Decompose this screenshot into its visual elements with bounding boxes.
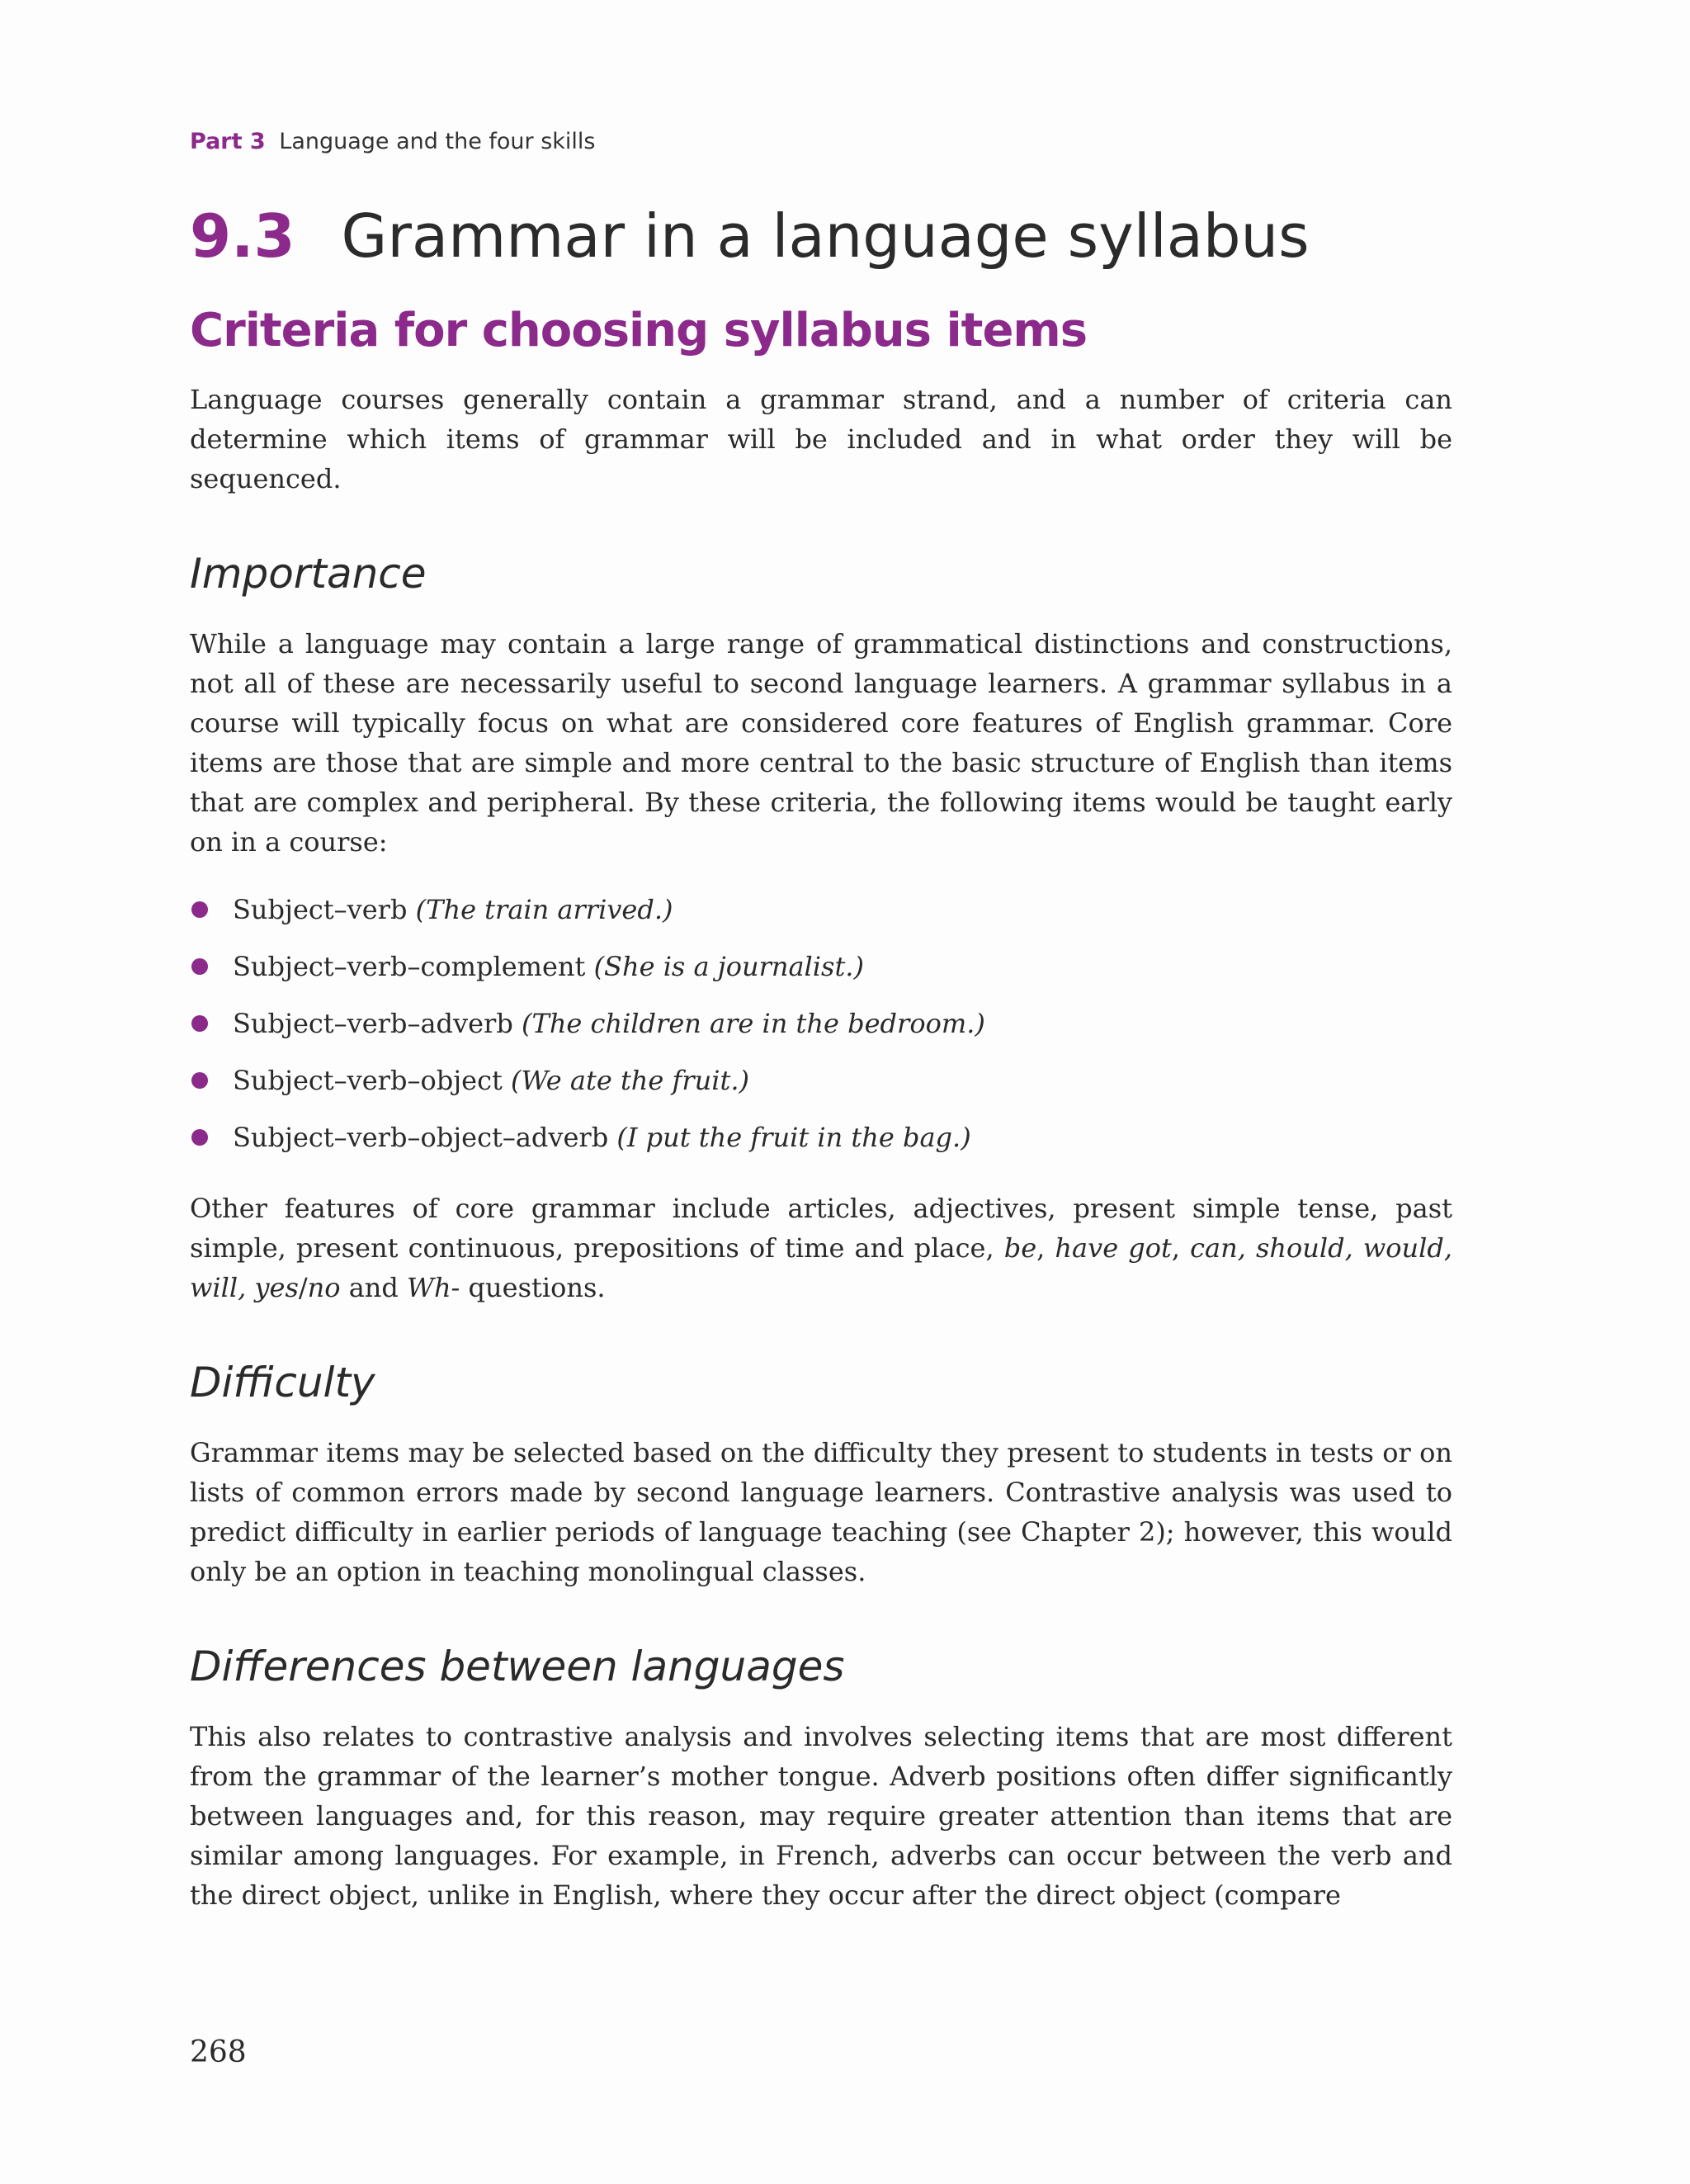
- pattern-example: (I put the fruit in the bag.): [616, 1122, 971, 1153]
- section-title: [190, 201, 1310, 271]
- separator: /: [298, 1272, 308, 1303]
- core-grammar-tail: questions.: [460, 1272, 606, 1303]
- sentence-pattern-list: [190, 890, 985, 1175]
- bullet-dot-icon: [191, 901, 208, 918]
- core-grammar-paragraph: [190, 1189, 1452, 1307]
- pattern-example: (She is a journalist.): [593, 951, 864, 982]
- term-have-got: have got: [1055, 1232, 1172, 1264]
- separator: ,: [1171, 1232, 1191, 1264]
- pattern-label: Subject–verb–adverb: [233, 1008, 513, 1039]
- running-head-title: Language and the four skills: [279, 129, 596, 154]
- bullet-dot-icon: [191, 1129, 208, 1146]
- bullet-dot-icon: [191, 1015, 208, 1032]
- term-modals: can, should, would, will, yes: [190, 1232, 1453, 1303]
- page-number: 268: [190, 2035, 247, 2069]
- bullet-dot-icon: [191, 958, 208, 975]
- section-subtitle: Criteria for choosing syllabus items: [190, 304, 1088, 357]
- term-be: be: [1003, 1232, 1037, 1264]
- pattern-example: (We ate the fruit.): [511, 1065, 750, 1096]
- pattern-label: Subject–verb–object–adverb: [233, 1122, 609, 1153]
- heading-importance: Importance: [190, 550, 427, 598]
- section-title-text: Grammar in a language syllabus: [341, 201, 1310, 271]
- differences-paragraph: This also relates to contrastive analysis and involves selecting items that are most different from the grammar of the learner’s mother tongue. Adverb positions often differ significantly between languages and, for this reason, may require greater attention than items that are similar among languages. For example, in French, adverbs can occur between the verb and the direct object, unlike in English, where they occur after the direct object (compare: [190, 1721, 1452, 1911]
- term-wh: Wh-: [407, 1272, 460, 1303]
- list-item: [190, 947, 985, 1004]
- intro-paragraph: Language courses generally contain a grammar strand, and a number of criteria can determine which items of grammar will be included and in what order they will be sequenced.: [190, 384, 1452, 494]
- term-no: no: [307, 1272, 341, 1303]
- running-head-part: Part 3: [190, 129, 266, 154]
- pattern-label: Subject–verb: [233, 894, 408, 925]
- separator: and: [340, 1272, 408, 1303]
- list-item: [190, 1061, 985, 1118]
- pattern-label: Subject–verb–complement: [233, 951, 586, 982]
- heading-difficulty: Difficulty: [190, 1359, 375, 1406]
- difficulty-paragraph: Grammar items may be selected based on the difficulty they present to students in tests or on lists of common errors made by second language learners. Contrastive analysis was used to predict difficulty in earlier periods of language teaching (see Chapter 2); however, this would only be an option in teaching monolingual classes.: [190, 1437, 1452, 1587]
- running-head: [190, 129, 596, 154]
- list-item: [190, 1004, 985, 1061]
- importance-paragraph: While a language may contain a large range of grammatical distinctions and constructions, not all of these are necessarily useful to second language learners. A grammar syllabus in a course will typically focus on what are considered core features of English grammar. Core items are those that are simple and more central to the basic structure of English than items that are complex and peripheral. By these criteria, the following items would be taught early on in a course:: [190, 628, 1452, 858]
- list-item: [190, 1118, 985, 1175]
- list-item: [190, 890, 985, 947]
- core-grammar-lead: Other features of core grammar include articles, adjectives, present simple tense, past simple, present continuous, prepositions of time and place,: [190, 1193, 1452, 1264]
- section-number: 9.3: [190, 201, 295, 271]
- pattern-example: (The children are in the bedroom.): [521, 1008, 985, 1039]
- pattern-example: (The train arrived.): [415, 894, 673, 925]
- heading-differences: Differences between languages: [190, 1643, 845, 1690]
- separator: ,: [1036, 1232, 1055, 1264]
- bullet-dot-icon: [191, 1072, 208, 1089]
- pattern-label: Subject–verb–object: [233, 1065, 503, 1096]
